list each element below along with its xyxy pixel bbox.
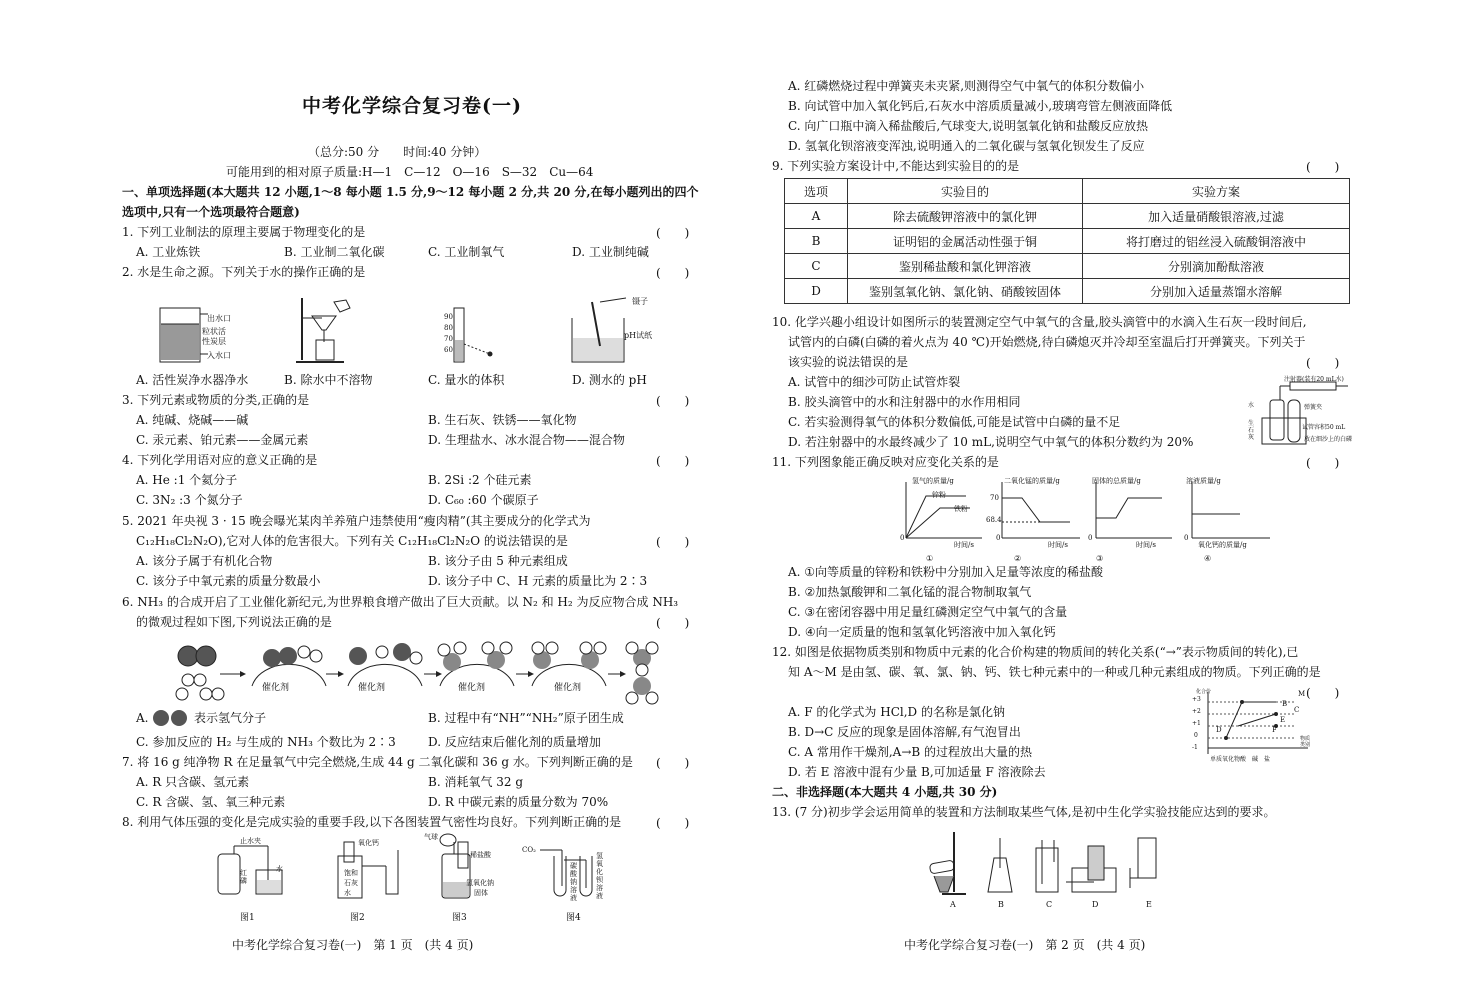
g2-origin: 0 (996, 534, 1001, 542)
axis-m1: -1 (1192, 744, 1198, 751)
q4-option-b: B. 2Si :2 个硅元素 (428, 473, 532, 487)
page-2-footer: 中考化学综合复习卷(一) 第 2 页 (共 4 页) (904, 938, 1146, 952)
fig-lime-label: 生石灰 (1248, 420, 1255, 441)
table-row (785, 279, 1350, 304)
q5-stem-1: 5. 2021 年央视 3 · 15 晚会曝光某肉羊养殖户违禁使用“瘦肉精”(其主要成分的化学式为 (122, 514, 591, 528)
g3-x-label: 时间/s (1136, 541, 1156, 549)
f1-p2-label: 磷 (240, 877, 247, 885)
f2-sat-label: 饱和石灰水 (344, 869, 358, 897)
catalyst-label-2: 催化剂 (358, 683, 386, 693)
table-cell: 鉴别稀盐酸和氯化钾溶液 (848, 254, 1083, 279)
q9-stem: 9. 下列实验方案设计中,不能达到实验目的的是 (772, 159, 1020, 173)
axis-y-label: 化合价 (1196, 689, 1212, 695)
g4-x-label: 氧化钙的质量/g (1198, 541, 1247, 549)
q2-stem: 2. 水是生命之源。下列关于水的操作正确的是 (122, 265, 366, 279)
fig-water-label: 水 (1248, 402, 1255, 409)
q10-stem-1: 10. 化学兴趣小组设计如图所示的装置测定空气中氧气的含量,胶头滴管中的水滴入生石灰一段时间后, (772, 315, 1307, 329)
table-cell: A (785, 204, 848, 229)
q10-option-a: A. 试管中的细沙可防止试管炸裂 (788, 375, 961, 389)
fig-ph-paper-label: pH试纸 (624, 331, 653, 340)
cylinder-tick-80: 80 (444, 324, 453, 332)
f1-p1-label: 红 (240, 869, 247, 877)
q13-apparatus-figure (926, 828, 1176, 900)
fig-sand-label: 放在细沙上的白磷 (1304, 436, 1353, 443)
axis-p3: +3 (1192, 696, 1201, 703)
g1-y-label: 氢气的质量/g (912, 477, 954, 485)
node-c: C (1294, 706, 1300, 714)
q4-option-c: C. 3N₂ :3 个氮分子 (136, 493, 243, 507)
q8-option-d: D. 氢氧化钡溶液变浑浊,说明通入的二氧化碳与氢氧化钡发生了反应 (788, 139, 1145, 153)
atomic-masses: 可能用到的相对原子质量:H—1 C—12 O—16 S—32 Cu—64 (226, 165, 594, 179)
q5-stem-2: C₁₂H₁₈Cl₂N₂O),它对人体的危害很大。下列有关 C₁₂H₁₈Cl₂N₂O 的说法错误的是 (136, 534, 568, 548)
exam-title: 中考化学综合复习卷(一) (302, 95, 522, 117)
cylinder-tick-60: 60 (444, 346, 453, 354)
g2-684-label: 68.4 (986, 516, 1002, 524)
q1-option-c: C. 工业制氧气 (428, 245, 505, 259)
table-cell: 除去硫酸钾溶液中的氯化钾 (848, 204, 1083, 229)
q7-stem: 7. 将 16 g 纯净物 R 在足量氧气中完全燃烧,生成 44 g 二氧化碳和 36 g 水。下列判断正确的是 (122, 755, 633, 769)
fig-tube-label: 试管容积50 mL (1302, 424, 1346, 431)
label-b: B (998, 900, 1004, 909)
table-header-row (785, 179, 1350, 204)
node-b: B (1282, 700, 1288, 708)
fig-tweezers-label: 镊子 (632, 297, 648, 306)
f3-hcl-label: 稀盐酸 (470, 851, 491, 859)
g3-origin: 0 (1088, 534, 1093, 542)
q7-option-c: C. R 含碳、氢、氧三种元素 (136, 795, 286, 809)
q10-stem-2: 试管内的白磷(白磷的着火点为 40 ℃)开始燃烧,待白磷熄灭并冷却至室温后打开弹簧夹。下列关于 (788, 335, 1306, 349)
q2-option-c: C. 量水的体积 (428, 373, 505, 387)
table-cell: C (785, 254, 848, 279)
g3-y-label: 固体的总质量/g (1092, 477, 1141, 485)
f3-naoh-label-2: 固体 (474, 889, 488, 897)
q4-stem: 4. 下列化学用语对应的意义正确的是 (122, 453, 318, 467)
q12-valence-diagram (1198, 690, 1318, 760)
table-cell: 分别加入适量蒸馏水溶解 (1083, 279, 1350, 304)
g1-zn-label: 锌粉 (932, 491, 946, 499)
q6-stem-1: 6. NH₃ 的合成开启了工业催化新纪元,为世界粮食增产做出了巨大贡献。以 N₂ 和 H₂ 为反应物合成 NH₃ (122, 595, 679, 609)
node-d: D (1216, 726, 1222, 734)
q6-option-d: D. 反应结束后催化剂的质量增加 (428, 735, 601, 749)
q3-option-a: A. 纯碱、烧碱——碱 (136, 413, 249, 427)
label-d: D (1092, 900, 1099, 909)
g2-70-label: 70 (990, 494, 999, 502)
q6-option-b: B. 过程中有“NH”“NH₂”原子团生成 (428, 711, 624, 725)
g4-number: ④ (1204, 554, 1212, 563)
q12-option-d: D. 若 E 溶液中混有少量 B,可加适量 F 溶液除去 (788, 765, 1046, 779)
fig4-caption: 图4 (566, 913, 581, 923)
q5-option-d: D. 该分子中 C、H 元素的质量比为 2∶3 (428, 574, 648, 588)
q9-table (784, 178, 1350, 304)
q13-stem: 13. (7 分)初步学会运用简单的装置和方法制取某些气体,是初中生化学实验技能应达到的要求。 (772, 805, 1276, 819)
catalyst-label-1: 催化剂 (262, 683, 290, 693)
q12-option-a: A. F 的化学式为 HCl,D 的名称是氯化钠 (788, 705, 1005, 719)
q5-answer-blank: ( ) (656, 535, 690, 549)
f1-clip-label: 止水夹 (240, 837, 261, 845)
g1-origin: 0 (900, 534, 905, 542)
table-row (785, 229, 1350, 254)
q9-answer-blank: ( ) (1306, 160, 1340, 174)
q4-option-d: D. C₆₀ :60 个碳原子 (428, 493, 539, 507)
g1-x-label: 时间/s (954, 541, 974, 549)
label-a: A (950, 900, 956, 909)
q2-option-a: A. 活性炭净水器净水 (136, 373, 249, 387)
q2-answer-blank: ( ) (656, 266, 690, 280)
q1-stem: 1. 下列工业制法的原理主要属于物理变化的是 (122, 225, 366, 239)
g2-y-label: 二氧化锰的质量/g (1004, 477, 1060, 485)
q7-answer-blank: ( ) (656, 756, 690, 770)
catalyst-label-4: 催化剂 (554, 683, 582, 693)
q2-option-b: B. 除水中不溶物 (284, 373, 373, 387)
table-cell: B (785, 229, 848, 254)
q6-option-c: C. 参加反应的 H₂ 与生成的 NH₃ 个数比为 2∶3 (136, 735, 396, 749)
table-cell: 加入适量硝酸银溶液,过滤 (1083, 204, 1350, 229)
f3-balloon-label: 气球 (424, 833, 438, 841)
label-e: E (1146, 900, 1152, 909)
q10-answer-blank: ( ) (1306, 356, 1340, 370)
label-c: C (1046, 900, 1053, 909)
g1-number: ① (926, 554, 934, 563)
q7-option-d: D. R 中碳元素的质量分数为 70% (428, 795, 609, 809)
q7-option-a: A. R 只含碳、氢元素 (136, 775, 250, 789)
q3-option-d: D. 生理盐水、冰水混合物——混合物 (428, 433, 625, 447)
exam-meta: （总分:50 分 时间:40 分钟） (308, 145, 487, 159)
q6-option-a: 表示氢气分子 (194, 711, 267, 725)
fig-clip-label: 弹簧夹 (1304, 404, 1323, 411)
f1-water-label: 水 (276, 865, 283, 873)
q11-option-d: D. ④向一定质量的饱和氢氧化钙溶液中加入氧化钙 (788, 625, 1056, 639)
q10-stem-3: 该实验的说法错误的是 (788, 355, 909, 369)
q3-answer-blank: ( ) (656, 394, 690, 408)
ph-test-figure (570, 296, 630, 366)
q11-option-c: C. ③在密闭容器中用足量红磷测定空气中氧气的含量 (788, 605, 1068, 619)
q8-option-c: C. 向广口瓶中滴入稀盐酸后,气球变大,说明氢氧化钠和盐酸反应放热 (788, 119, 1149, 133)
table-cell: 鉴别氢氧化钠、氯化钠、硝酸铵固体 (848, 279, 1083, 304)
q10-option-b: B. 胶头滴管中的水和注射器中的水作用相同 (788, 395, 1021, 409)
hydrogen-molecule-icon (152, 708, 192, 728)
q8-option-b: B. 向试管中加入氧化钙后,石灰水中溶质质量减小,玻璃弯管左侧液面降低 (788, 99, 1173, 113)
nh3-synthesis-diagram (176, 638, 666, 704)
f4-baoh-label: 氢氧化钡溶液 (596, 852, 603, 900)
fig2-caption: 图2 (350, 913, 365, 923)
g3-number: ③ (1096, 554, 1104, 563)
q11-answer-blank: ( ) (1306, 456, 1340, 470)
q1-option-a: A. 工业炼铁 (136, 245, 201, 259)
section-1-heading-2: 选项中,只有一个选项最符合题意) (122, 205, 300, 219)
q4-answer-blank: ( ) (656, 454, 690, 468)
table-cell: 将打磨过的铝丝浸入硫酸铜溶液中 (1083, 229, 1350, 254)
table-row (785, 254, 1350, 279)
page-1 (0, 0, 736, 999)
f4-co2-label: CO₂ (522, 846, 536, 854)
q5-option-c: C. 该分子中氧元素的质量分数最小 (136, 574, 321, 588)
q6-answer-blank: ( ) (656, 616, 690, 630)
q10-option-c: C. 若实验测得氧气的体积分数偏低,可能是试管中白磷的量不足 (788, 415, 1121, 429)
q5-option-b: B. 该分子由 5 种元素组成 (428, 554, 568, 568)
cylinder-tick-70: 70 (444, 335, 453, 343)
fig-carbon-label-2: 性炭层 (202, 337, 226, 346)
axis-p1: +1 (1192, 720, 1201, 727)
q1-answer-blank: ( ) (656, 226, 690, 240)
table-cell: D (785, 279, 848, 304)
q11-option-a: A. ①向等质量的锌粉和铁粉中分别加入足量等浓度的稀盐酸 (788, 565, 1104, 579)
q1-option-d: D. 工业制纯碱 (572, 245, 649, 259)
q11-option-b: B. ②加热氯酸钾和二氧化锰的混合物制取氧气 (788, 585, 1032, 599)
node-e: E (1280, 716, 1286, 724)
q1-option-b: B. 工业制二氧化碳 (284, 245, 385, 259)
node-f: F (1272, 726, 1277, 734)
q12-option-c: C. A 常用作干燥剂,A→B 的过程放出大量的热 (788, 745, 1033, 759)
g2-x-label: 时间/s (1048, 541, 1068, 549)
q8-answer-blank: ( ) (656, 816, 690, 830)
q3-option-c: C. 汞元素、铂元素——金属元素 (136, 433, 309, 447)
page-1-footer: 中考化学综合复习卷(一) 第 1 页 (共 4 页) (232, 938, 474, 952)
q2-option-d: D. 测水的 pH (572, 373, 647, 387)
fig-inlet-label: 入水口 (207, 351, 231, 360)
g2-number: ② (1014, 554, 1022, 563)
graduated-cylinder-figure (446, 306, 496, 366)
q4-option-a: A. He :1 个氦分子 (136, 473, 238, 487)
axis-x-label: 单质氧化物酸 碱 盐 (1210, 756, 1271, 763)
q12-answer-blank: ( ) (1306, 686, 1340, 700)
page-2 (736, 0, 1473, 999)
q10-option-d: D. 若注射器中的水最终减少了 10 mL,说明空气中氧气的体积分数约为 20% (788, 435, 1194, 449)
table-header-cell: 选项 (785, 179, 848, 204)
fig-outlet-label: 出水口 (207, 314, 231, 323)
table-row (785, 204, 1350, 229)
f3-naoh-label-1: 氢氧化钠 (466, 879, 494, 887)
q12-stem-2: 知 A～M 是由氢、碳、氧、氯、钠、钙、铁七种元素中的一种或几种元素组成的物质。下列正确的是 (788, 665, 1321, 679)
cylinder-tick-90: 90 (444, 313, 453, 321)
q5-option-a: A. 该分子属于有机化合物 (136, 554, 273, 568)
g4-origin: 0 (1184, 534, 1189, 542)
axis-class-label: 物质类别 (1300, 736, 1311, 748)
table-header-cell: 实验目的 (848, 179, 1083, 204)
q8-option-a: A. 红磷燃烧过程中弹簧夹未夹紧,则测得空气中氧气的体积分数偏小 (788, 79, 1145, 93)
g4-y-label: 溶液质量/g (1186, 477, 1221, 485)
axis-p2: +2 (1192, 708, 1201, 715)
fig1-caption: 图1 (240, 913, 255, 923)
fig-syringe-label: 注射器(装有20 mL水) (1284, 376, 1344, 383)
f2-cao-label: 氧化钙 (358, 839, 379, 847)
fig3-caption: 图3 (452, 913, 467, 923)
table-cell: 证明铝的金属活动性强于铜 (848, 229, 1083, 254)
q7-option-b: B. 消耗氧气 32 g (428, 775, 524, 789)
q12-stem-1: 12. 如图是依据物质类别和物质中元素的化合价构建的物质间的转化关系(“→”表示物质间的转化),已 (772, 645, 1299, 659)
section-2-heading: 二、非选择题(本大题共 4 小题,共 30 分) (772, 785, 998, 799)
q3-option-b: B. 生石灰、铁锈——氧化物 (428, 413, 577, 427)
q3-stem: 3. 下列元素或物质的分类,正确的是 (122, 393, 310, 407)
fig-carbon-label-1: 粒状活 (202, 327, 226, 336)
filtration-figure (296, 296, 356, 366)
axis-0: 0 (1194, 732, 1198, 739)
q11-stem: 11. 下列图象能正确反映对应变化关系的是 (772, 455, 999, 469)
catalyst-label-3: 催化剂 (458, 683, 486, 693)
q6-option-a-label: A. (136, 711, 149, 725)
q8-stem: 8. 利用气体压强的变化是完成实验的重要手段,以下各图装置气密性均良好。下列判断正确的是 (122, 815, 622, 829)
q12-option-b: B. D→C 反应的现象是固体溶解,有气泡冒出 (788, 725, 1021, 739)
f4-na2co3-label: 碳酸钠溶液 (570, 862, 577, 902)
carbon-filter-figure (158, 304, 208, 366)
g1-fe-label: 铁粉 (954, 505, 968, 513)
section-1-heading: 一、单项选择题(本大题共 12 小题,1～8 每小题 1.5 分,9～12 每小题 2 分,共 20 分,在每小题列出的四个 (122, 185, 699, 199)
table-cell: 分别滴加酚酞溶液 (1083, 254, 1350, 279)
table-header-cell: 实验方案 (1083, 179, 1350, 204)
node-m: M (1298, 690, 1306, 698)
q6-stem-2: 的微观过程如下图,下列说法正确的是 (136, 615, 332, 629)
